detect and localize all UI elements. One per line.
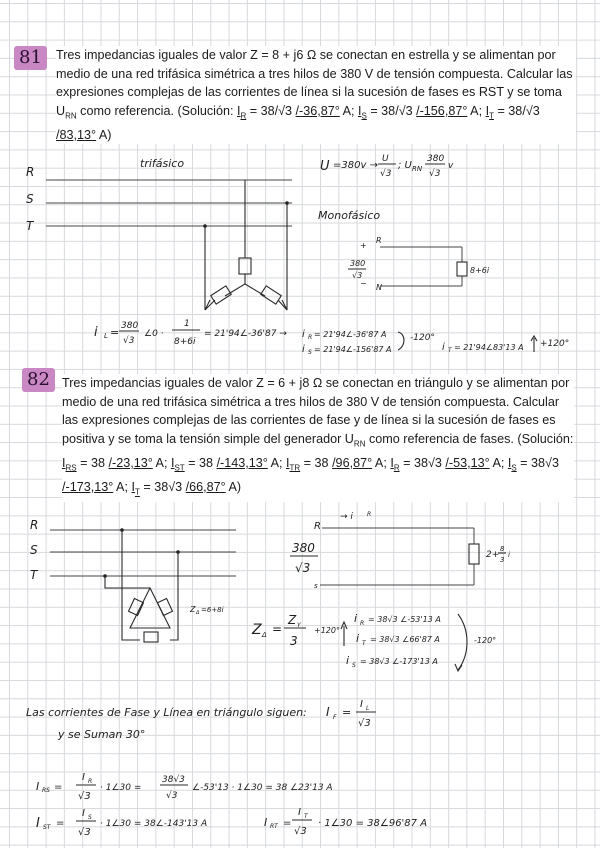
svg-text:= 38√3 ∠-53'13 A: = 38√3 ∠-53'13 A	[368, 615, 441, 624]
svg-text:R: R	[314, 521, 321, 532]
itr-calc	[264, 807, 427, 837]
svg-text:−: −	[360, 279, 367, 288]
svg-text:√3: √3	[123, 336, 135, 346]
svg-text:√3: √3	[429, 169, 441, 179]
svg-text:· 1∠30 =: · 1∠30 =	[100, 783, 142, 793]
svg-text:380: 380	[350, 259, 366, 268]
svg-text:=: =	[56, 818, 65, 829]
problem-81-statement: Tres impedancias iguales de valor Z = 8 + j6 Ω se conectan en estrella y se alimentan por medio de una red trifásica simétrica a tres hilos de 380 V de tensión compuesta. Calcular las expresiones complejas de las corrientes de línea si la sucesión de fases es RST y se toma $U_{RN}$ como referencia. (Solución: $I_R = 38/√3$ /-36,87° A; $I_S = 38/√3$ /-156,87° A; $I_T = 38/√3$ /83,13° A)	[56, 46, 576, 144]
svg-text:=380v →: =380v →	[333, 160, 378, 171]
svg-text:=: =	[54, 782, 63, 793]
svg-text:1: 1	[184, 319, 190, 329]
svg-text:=6+8i: =6+8i	[201, 606, 224, 614]
svg-text:I: I	[298, 807, 301, 818]
svg-text:380: 380	[121, 321, 139, 331]
svg-text:Z: Z	[252, 622, 262, 638]
label-trifasico: trifásico	[140, 157, 185, 170]
svg-text:+: +	[360, 241, 367, 250]
svg-text:RN: RN	[412, 165, 423, 173]
svg-text:; U: ; U	[398, 160, 412, 171]
svg-text:I: I	[36, 816, 40, 831]
svg-text:RS: RS	[42, 787, 50, 794]
svg-text:S: S	[308, 349, 312, 356]
svg-text:U: U	[320, 159, 330, 174]
ist-calc	[36, 808, 207, 838]
label-t-81: T	[26, 219, 34, 233]
svg-text:Las corrientes de Fase y Línea: Las corrientes de Fase y Línea en triángulo siguen:	[26, 706, 307, 719]
svg-text:=: =	[272, 622, 283, 636]
svg-text:Y: Y	[297, 622, 301, 629]
svg-text:i: i	[302, 344, 305, 355]
svg-text:R: R	[367, 511, 372, 518]
svg-text:I: I	[264, 816, 268, 829]
svg-text:√3: √3	[78, 827, 91, 838]
svg-text:T: T	[30, 568, 38, 582]
problem-82-number: 82	[22, 368, 55, 392]
svg-text:S: S	[30, 543, 38, 557]
svg-text:∠-53'13 · 1∠30 = 38 ∠23'13 A: ∠-53'13 · 1∠30 = 38 ∠23'13 A	[192, 783, 333, 793]
svg-text:Z: Z	[288, 613, 297, 627]
delta-currents-82	[251, 612, 496, 671]
svg-text:3: 3	[290, 634, 298, 648]
svg-text:i: i	[94, 325, 98, 340]
svg-text:√3: √3	[358, 718, 371, 729]
svg-text:= 38√3 ∠-173'13 A: = 38√3 ∠-173'13 A	[360, 657, 438, 666]
svg-text:-120°: -120°	[474, 636, 497, 645]
svg-text:i: i	[442, 342, 445, 353]
svg-text:√3: √3	[294, 826, 307, 837]
svg-text:T: T	[304, 813, 308, 820]
monophase-circuit-81	[318, 209, 490, 292]
svg-text:R: R	[88, 778, 93, 785]
svg-text:i: i	[302, 329, 305, 340]
svg-text:∠0 ·: ∠0 ·	[144, 329, 164, 339]
svg-text:T: T	[362, 640, 366, 647]
svg-text:380: 380	[292, 541, 315, 555]
svg-text:8+6i: 8+6i	[470, 266, 490, 275]
svg-text:i: i	[508, 551, 510, 559]
svg-text:v: v	[448, 161, 454, 171]
svg-text:3: 3	[500, 556, 505, 564]
svg-text:L: L	[366, 705, 370, 712]
svg-text:√3: √3	[78, 791, 91, 802]
svg-text:+120°: +120°	[540, 339, 570, 349]
problem-81-number: 81	[14, 46, 47, 70]
svg-text:I: I	[360, 699, 363, 710]
svg-text:= 21'94∠-36'87 A: = 21'94∠-36'87 A	[314, 330, 387, 339]
svg-text:S: S	[352, 662, 356, 669]
label-r-81: R	[26, 165, 35, 179]
svg-text:I: I	[326, 705, 330, 719]
svg-text:N: N	[376, 283, 382, 292]
line-current-calc-81	[94, 319, 569, 356]
problem-82-statement: Tres impedancias iguales de valor Z = 6 + j8 Ω se conectan en triángulo y se alimentan por medio de una red trifásica simétrica a tres hilos de 380 V de tensión compuesta. Calcular las expresiones complejas de las corrientes de fase y de línea si la sucesión de fases es positiva y se toma la tensión simple del generador $U_{RN}$ como referencia de fases. (Solución: $I_{RS} = 38$ /-23,13° A; $I_{ST} = 38$ /-143,13° A; $I_{TR} = 38$ /96,87° A; $I_R = 38√3$ /-53,13° A; $I_S = 38√3$ /-173,13° A; $I_T = 38√3$ /66,87° A)	[62, 374, 574, 502]
svg-text:ST: ST	[43, 824, 51, 831]
svg-text:S: S	[88, 814, 92, 821]
svg-text:√3: √3	[380, 169, 392, 179]
svg-text:= 21'94∠-36'87 →: = 21'94∠-36'87 →	[204, 329, 287, 339]
voltage-note-81	[320, 154, 454, 179]
svg-text:I: I	[82, 772, 85, 783]
svg-text:= 38√3 ∠66'87 A: = 38√3 ∠66'87 A	[370, 635, 440, 644]
svg-text:y se Suman 30°: y se Suman 30°	[58, 728, 146, 741]
monophase-circuit-82	[290, 511, 510, 590]
svg-text:=: =	[342, 706, 352, 719]
svg-text:Z: Z	[190, 605, 196, 614]
svg-text:=: =	[283, 818, 292, 829]
svg-text:= 21'94∠-156'87 A: = 21'94∠-156'87 A	[314, 345, 392, 354]
svg-text:s: s	[314, 582, 318, 590]
svg-text:→ i: → i	[340, 512, 353, 522]
svg-text:· 1∠30 = 38∠96'87 A: · 1∠30 = 38∠96'87 A	[318, 818, 428, 829]
svg-text:Δ: Δ	[196, 610, 200, 616]
svg-text:38√3: 38√3	[162, 775, 185, 785]
svg-text:RT: RT	[270, 823, 278, 830]
svg-text:i: i	[354, 612, 358, 625]
delta-diagram-82	[30, 518, 236, 642]
svg-text:R: R	[360, 620, 365, 627]
svg-text:-120°: -120°	[410, 333, 435, 343]
svg-text:Δ: Δ	[262, 631, 267, 639]
svg-text:=: =	[110, 326, 120, 339]
irs-calc	[36, 772, 333, 802]
svg-text:+120°: +120°	[314, 626, 340, 635]
svg-text:= 21'94∠83'13 A: = 21'94∠83'13 A	[454, 343, 524, 352]
svg-text:√3: √3	[295, 561, 311, 575]
star-diagram-81	[26, 157, 292, 310]
delta-rule-comment	[26, 699, 376, 741]
svg-text:U: U	[382, 154, 389, 164]
svg-text:380: 380	[427, 154, 445, 164]
svg-text:Monofásico: Monofásico	[318, 209, 381, 222]
svg-text:F: F	[333, 714, 337, 721]
svg-text:R: R	[376, 236, 382, 245]
svg-text:2+: 2+	[486, 550, 500, 560]
svg-text:R: R	[30, 518, 39, 532]
svg-text:I: I	[82, 808, 85, 819]
svg-text:i: i	[356, 632, 360, 645]
svg-text:8: 8	[500, 545, 505, 553]
svg-text:8+6i: 8+6i	[174, 337, 196, 347]
svg-text:i: i	[346, 654, 350, 667]
svg-text:T: T	[448, 347, 452, 354]
svg-text:· 1∠30 = 38∠-143'13 A: · 1∠30 = 38∠-143'13 A	[100, 819, 208, 829]
label-s-81: S	[26, 192, 34, 206]
svg-text:I: I	[36, 780, 40, 793]
svg-text:L: L	[104, 332, 108, 340]
svg-text:√3: √3	[166, 791, 178, 801]
svg-text:√3: √3	[352, 271, 363, 280]
svg-text:R: R	[308, 334, 313, 341]
